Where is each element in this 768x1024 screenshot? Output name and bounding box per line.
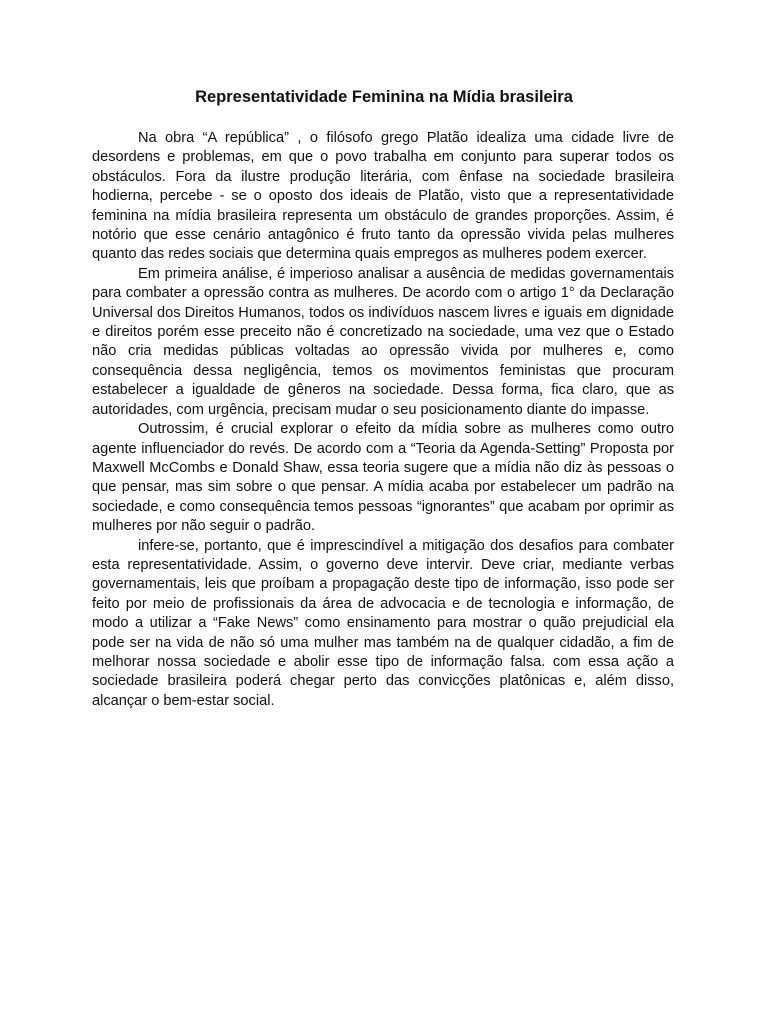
paragraph-3: Outrossim, é crucial explorar o efeito da mídia sobre as mulheres como outro agente influenciador do revés. De acordo com a “Teoria da Agenda-Setting” Proposta por Maxwell McCombs e Donald Shaw, essa teoria sugere que a mídia não diz às pessoas o que pensar, mas sim sobre o que pensar. A mídia acaba por estabelecer um padrão na sociedade, e como consequência temos pessoas “ignorantes” que acabam por oprimir as mulheres por não seguir o padrão. — [92, 421, 674, 535]
paragraph-4: infere-se, portanto, que é imprescindível a mitigação dos desafios para combater esta representatividade. Assim, o governo deve intervir. Deve criar, mediante verbas governamentais, leis que proíbam a propagação deste tipo de informação, isso pode ser feito por meio de profissionais da área de advocacia e de tecnologia e informação, de modo a utilizar a “Fake News” como ensinamento para mostrar o quão prejudicial ela pode ser na vida de não só uma mulher mas também na de qualquer cidadão, a fim de melhorar nossa sociedade e abolir esse tipo de informação falsa. com essa ação a sociedade brasileira poderá chegar perto das convicções platônicas e, além disso, alcançar o bem-estar social. — [92, 537, 674, 709]
paragraph-2: Em primeira análise, é imperioso analisar a ausência de medidas governamentais para combater a opressão contra as mulheres. De acordo com o artigo 1° da Declaração Universal dos Direitos Humanos, todos os indivíduos nascem livres e iguais em dignidade e direitos porém esse preceito não é concretizado na sociedade, uma vez que o Estado não cria medidas públicas voltadas ao opressão vivida por mulheres e, como consequência dessa negligência, temos os movimentos feministas que procuram estabelecer a igualdade de gêneros na sociedade. Dessa forma, fica claro, que as autoridades, com urgência, precisam mudar o seu posicionamento diante do impasse. — [92, 265, 674, 418]
paragraph-1: Na obra “A república” , o filósofo grego Platão idealiza uma cidade livre de desordens e problemas, em que o povo trabalha em conjunto para superar todos os obstáculos. Fora da ilustre produção literária, com ênfase na sociedade brasileira hodierna, percebe - se o oposto dos ideais de Platão, visto que a representatividade feminina na mídia brasileira representa um obstáculo de grandes proporções. Assim, é notório que esse cenário antagônico é fruto tanto da opressão vivida pelas mulheres quanto das redes sociais que determina quais empregos as mulheres podem exercer. — [92, 130, 674, 263]
document-title: Representatividade Feminina na Mídia brasileira — [195, 88, 573, 106]
document-body — [92, 129, 674, 711]
